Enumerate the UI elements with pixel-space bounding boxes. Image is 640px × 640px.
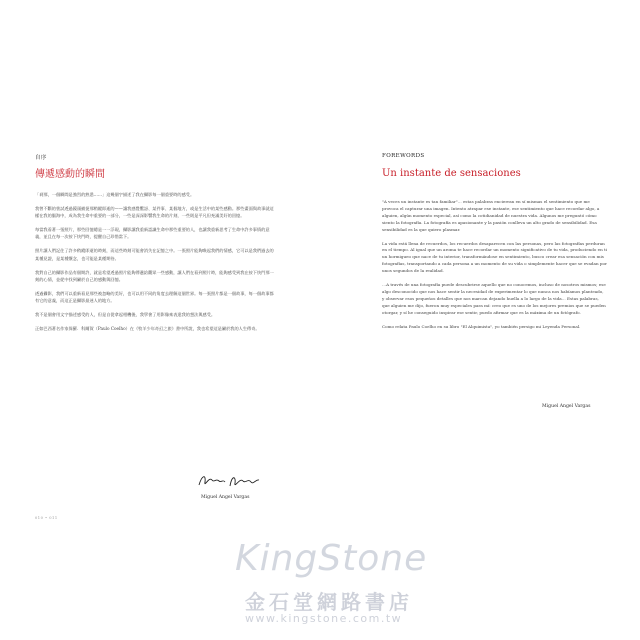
signature-name-left: Miguel Angel Vargas	[201, 495, 250, 500]
paragraph: La vida está llena de recuerdos, los recuerdos desaparecen con las personas, pero las fotografías perduran en el tiempo. Al igual que un aroma te hace recordar un momento significativo de tu vida, produciendo en ti un hormigueo que nace de tu interior, transformándose en sentimiento, busco crear esa sensación con mis fotografías, transportando a cada persona a un momento de su vida o simplemente hacer que se evadan por unos segundos de la realidad.	[382, 240, 607, 274]
paragraph: 我曾不斷的嘗試透過鏡頭捕捉那稍縱即逝的——讓我感覺驚訝、某件事、某個地方，或是生活中的某些感動。那些畫面與故事就這樣在我的腦海中，成為我生命中重要的一部分，一些是深深影響我生命的片刻，一些則是平凡但充滿美好的回憶。	[35, 206, 274, 219]
section-label-right: FOREWORDS	[382, 153, 425, 159]
section-label-left: 自序	[35, 155, 47, 161]
page-title-left: 傳遞感動的瞬間	[35, 169, 105, 180]
paragraph: 正如巴西著名作家保羅．科爾賀（Paulo Coelho）在《牧羊少年奇幻之旅》書中所說，我也希望這是屬於我的人生傳奇。	[35, 326, 260, 332]
paragraph: 我對自己的攝影作品有個期許，就是希望透過照片能夠傳遞給觀眾一些感動，讓人們在看到照片時，能夠感受到我在按下快門那一刻的心情，並從中找到屬於自己的感動與回憶。	[35, 269, 274, 282]
paragraph: Como relata Paulo Coelho en su libro "El Alquimista", yo también persigo mi Leyenda Personal.	[382, 323, 581, 329]
watermark-url: www.kingstone.com.tw	[245, 612, 403, 625]
signature-image	[196, 470, 268, 492]
body-text-left	[35, 191, 275, 339]
signature-name-right: Miguel Angel Vargas	[542, 404, 591, 409]
paragraph: 「剎那，一個瞬間是強烈的熟悉……」這幾個字描述了我在攝影每一個重要時的感受。	[35, 192, 195, 197]
paragraph: …A través de una fotografía puede descubrirse aquello que no conocemos, incluso de nosotros mismos; ese algo desconocido que nos hace sentir la necesidad de experimentar lo que nunca nos habíamos planteado, y observar esos pequeños detalles que nos marcan dejando huella a lo largo de la vida… Estas palabras, que alguien me dijo, fueron muy especiales para mí: creo que es uno de los mejores premios que se pueden otorgar, y sí he conseguido inspirar ese sentir, puedo afirmar que es la máxima de un fotógrafo.	[382, 282, 606, 315]
paragraph: 每當我看著一張照片，那些回憶總是一一浮現，攝影讓我重新認識生命中那些重要的人，也讓我重新思考了生命中許多事情的意義，並且在每一次按下快門時，提醒自己珍惜當下。	[35, 227, 270, 240]
body-text-right	[382, 199, 607, 338]
paragraph: 透過攝影，我們可以重新看見那些被忽略的美好，也可以用不同的角度去理解這個世界。每一張照片都是一個故事，每一個故事都有它的意義，而這正是攝影最迷人的地方。	[35, 290, 274, 303]
paragraph: 我不是個會用文字描述感受的人，但是自從拿起相機後，我學會了用影像來表達我的想法與感受。	[35, 312, 216, 318]
page-title-right: Un instante de sensaciones	[382, 168, 521, 179]
watermark-chinese: 金石堂網路書店	[245, 590, 413, 614]
page-number: 010 • 011	[35, 516, 58, 520]
kingstone-watermark	[225, 538, 445, 628]
paragraph: "A veces un instante es tan familiar"… estas palabras encierran en sí mismas el sentimiento que me provoca el capturar una imagen. Intento atrapar ese instante, ese sentimiento que hace recordar algo, a alguien, algún momento especial, así como la cotidianidad de nuestra vida. Algunos me preguntó cómo siento la fotografía. La fotografía es apasionante y la pasión conlleva un alto grado de sensibilidad. Esa sensibilidad es la que quiero plasmar.	[382, 199, 600, 232]
watermark-logo: KingStone	[235, 538, 428, 579]
paragraph: 照片讓人們記住了許多稍縱即逝的時刻，而這些時刻可能會消失在記憶之中。一張照片能夠喚起我們的情感，它可以是我們過去的某種見證，是某種懷念，也可能是某種期待。	[35, 248, 274, 261]
